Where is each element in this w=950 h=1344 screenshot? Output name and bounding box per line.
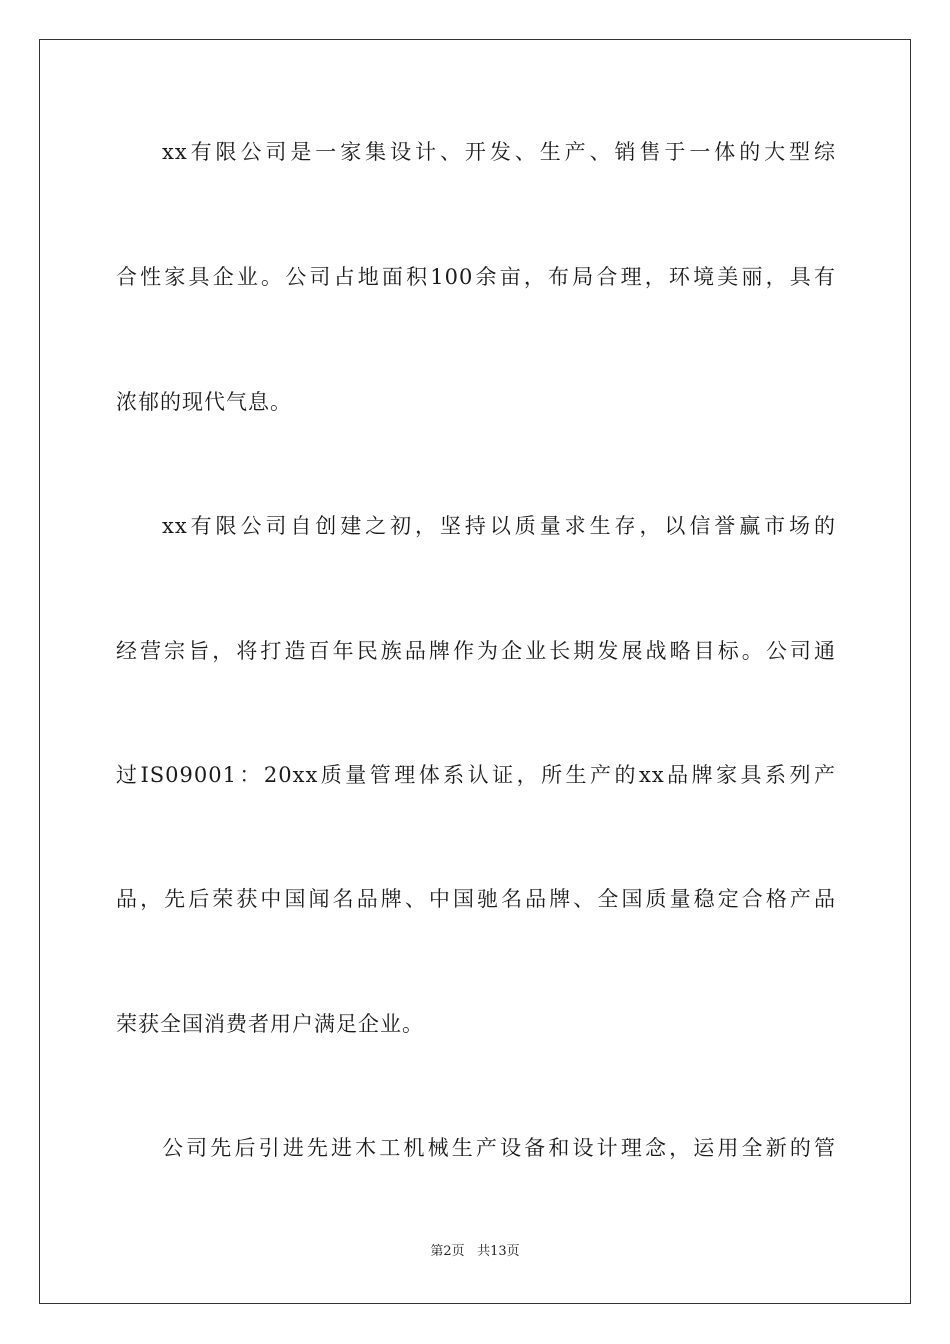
paragraph-1-line-3: 浓郁的现代气息。	[116, 390, 292, 414]
paragraph-2-line-2: 经营宗旨，将打造百年民族品牌作为企业长期发展战略目标。公司通	[116, 639, 836, 663]
total-pages: 共13页	[477, 1244, 520, 1259]
paragraph-2-line-3: 过IS09001：20xx质量管理体系认证，所生产的xx品牌家具系列产	[116, 763, 836, 787]
page-border	[39, 39, 911, 1304]
paragraph-2-line-5: 荣获全国消费者用户满足企业。	[116, 1012, 424, 1036]
page-number: 第2页	[430, 1244, 465, 1259]
paragraph-1-line-2: 合性家具企业。公司占地面积100余亩，布局合理，环境美丽，具有	[116, 265, 836, 289]
paragraph-3-line-1: 公司先后引进先进木工机械生产设备和设计理念，运用全新的管	[162, 1136, 836, 1160]
page-footer	[0, 1243, 950, 1261]
paragraph-1-line-1: xx有限公司是一家集设计、开发、生产、销售于一体的大型综	[162, 140, 836, 164]
paragraph-2-line-1: xx有限公司自创建之初，坚持以质量求生存，以信誉赢市场的	[162, 514, 836, 538]
paragraph-2-line-4: 品，先后荣获中国闻名品牌、中国驰名品牌、全国质量稳定合格产品	[116, 887, 836, 911]
